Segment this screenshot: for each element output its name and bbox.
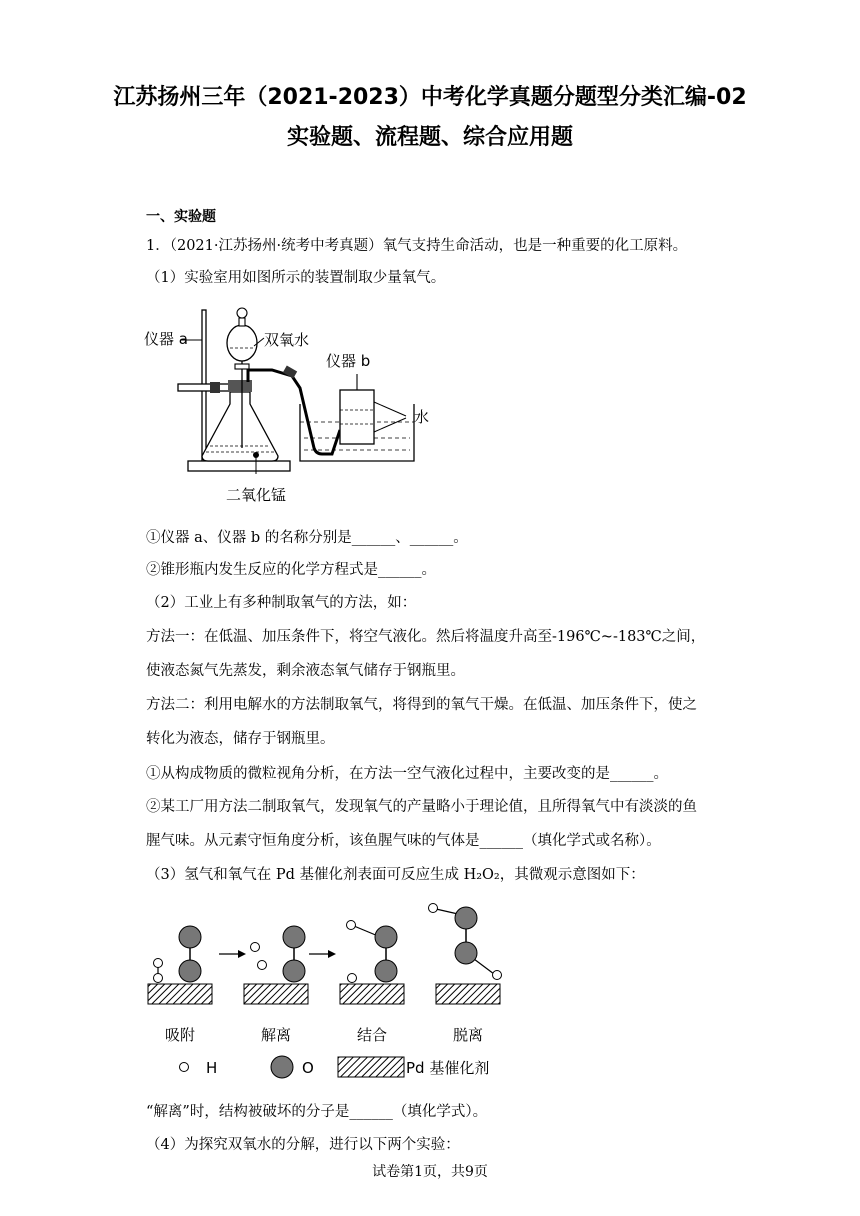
label-instrument-b: 仪器 b: [326, 352, 371, 370]
step-adsorption: [148, 926, 212, 1004]
question-1-1-a: ①仪器 a、仪器 b 的名称分别是______、______。: [146, 530, 468, 546]
separatory-funnel: [227, 325, 257, 361]
question-1-part-1: （1）实验室用如图所示的装置制取少量氧气。: [146, 270, 446, 286]
document-title-line1: 江苏扬州三年（2021-2023）中考化学真题分题型分类汇编-02: [113, 85, 747, 110]
method-1-line-2: 使液态氮气先蒸发，剩余液态氧气储存于钢瓶里。: [146, 663, 465, 679]
iron-stand-base: [188, 461, 290, 471]
step-combination: [340, 921, 404, 1005]
question-1-intro: 1．（2021·江苏扬州·统考中考真题）氧气支持生命活动，也是一种重要的化工原料。: [146, 238, 688, 254]
label-step-desorption: 脱离: [453, 1026, 484, 1044]
conical-flask: [202, 392, 278, 461]
question-1-3-a: “解离”时，结构被破坏的分子是______（填化学式）。: [146, 1104, 488, 1120]
method-1-line-1: 方法一：在低温、加压条件下，将空气液化。然后将温度升高至-196℃~-183℃之间，: [146, 629, 706, 645]
method-2-line-2: 转化为液态，储存于钢瓶里。: [146, 731, 335, 747]
legend-o-marker: [271, 1056, 293, 1078]
question-1-2-a: ①从构成物质的微粒视角分析，在方法一空气液化过程中，主要改变的是______。: [146, 766, 668, 782]
document-title-line2: 实验题、流程题、综合应用题: [286, 125, 573, 150]
label-step-dissociation: 解离: [261, 1026, 292, 1044]
gas-collecting-bottle: [340, 390, 374, 444]
catalysis-micro-diagram: [146, 896, 516, 1086]
question-1-2-b-line-1: ②某工厂用方法二制取氧气，发现氧气的产量略小于理论值，且所得氧气中有淡淡的鱼: [146, 799, 697, 815]
section-heading-experiment: 一、实验题: [146, 209, 216, 225]
step-desorption: [429, 904, 502, 1005]
legend-o-label: O: [302, 1059, 314, 1077]
question-1-part-2: （2）工业上有多种制取氧气的方法，如：: [146, 595, 417, 611]
label-water: 水: [414, 408, 430, 426]
step-dissociation: [244, 926, 308, 1004]
method-2-line-1: 方法二：利用电解水的方法制取氧气，将得到的氧气干燥。在低温、加压条件下，使之: [146, 697, 697, 713]
question-1-2-b-line-2: 腥气味。从元素守恒角度分析，该鱼腥气味的气体是______（填化学式或名称）。: [146, 833, 661, 849]
question-1-part-3: （3）氢气和氧气在 Pd 基催化剂表面可反应生成 H₂O₂，其微观示意图如下：: [146, 867, 645, 883]
legend-h-marker: [180, 1063, 189, 1072]
page-footer: 试卷第1页，共9页: [372, 1164, 488, 1180]
oxygen-apparatus-figure: [144, 298, 444, 508]
label-step-adsorption: 吸附: [165, 1026, 196, 1044]
label-manganese-dioxide: 二氧化锰: [226, 486, 287, 504]
legend-catalyst-marker: [338, 1057, 404, 1077]
label-instrument-a: 仪器 a: [144, 330, 188, 348]
legend-h-label: H: [206, 1059, 218, 1077]
label-step-combination: 结合: [357, 1026, 388, 1044]
legend-catalyst-label: Pd 基催化剂: [406, 1059, 490, 1077]
question-1-1-b: ②锥形瓶内发生反应的化学方程式是______。: [146, 562, 436, 578]
label-hydrogen-peroxide: 双氧水: [264, 331, 310, 349]
question-1-part-4: （4）为探究双氧水的分解，进行以下两个实验：: [146, 1137, 460, 1153]
